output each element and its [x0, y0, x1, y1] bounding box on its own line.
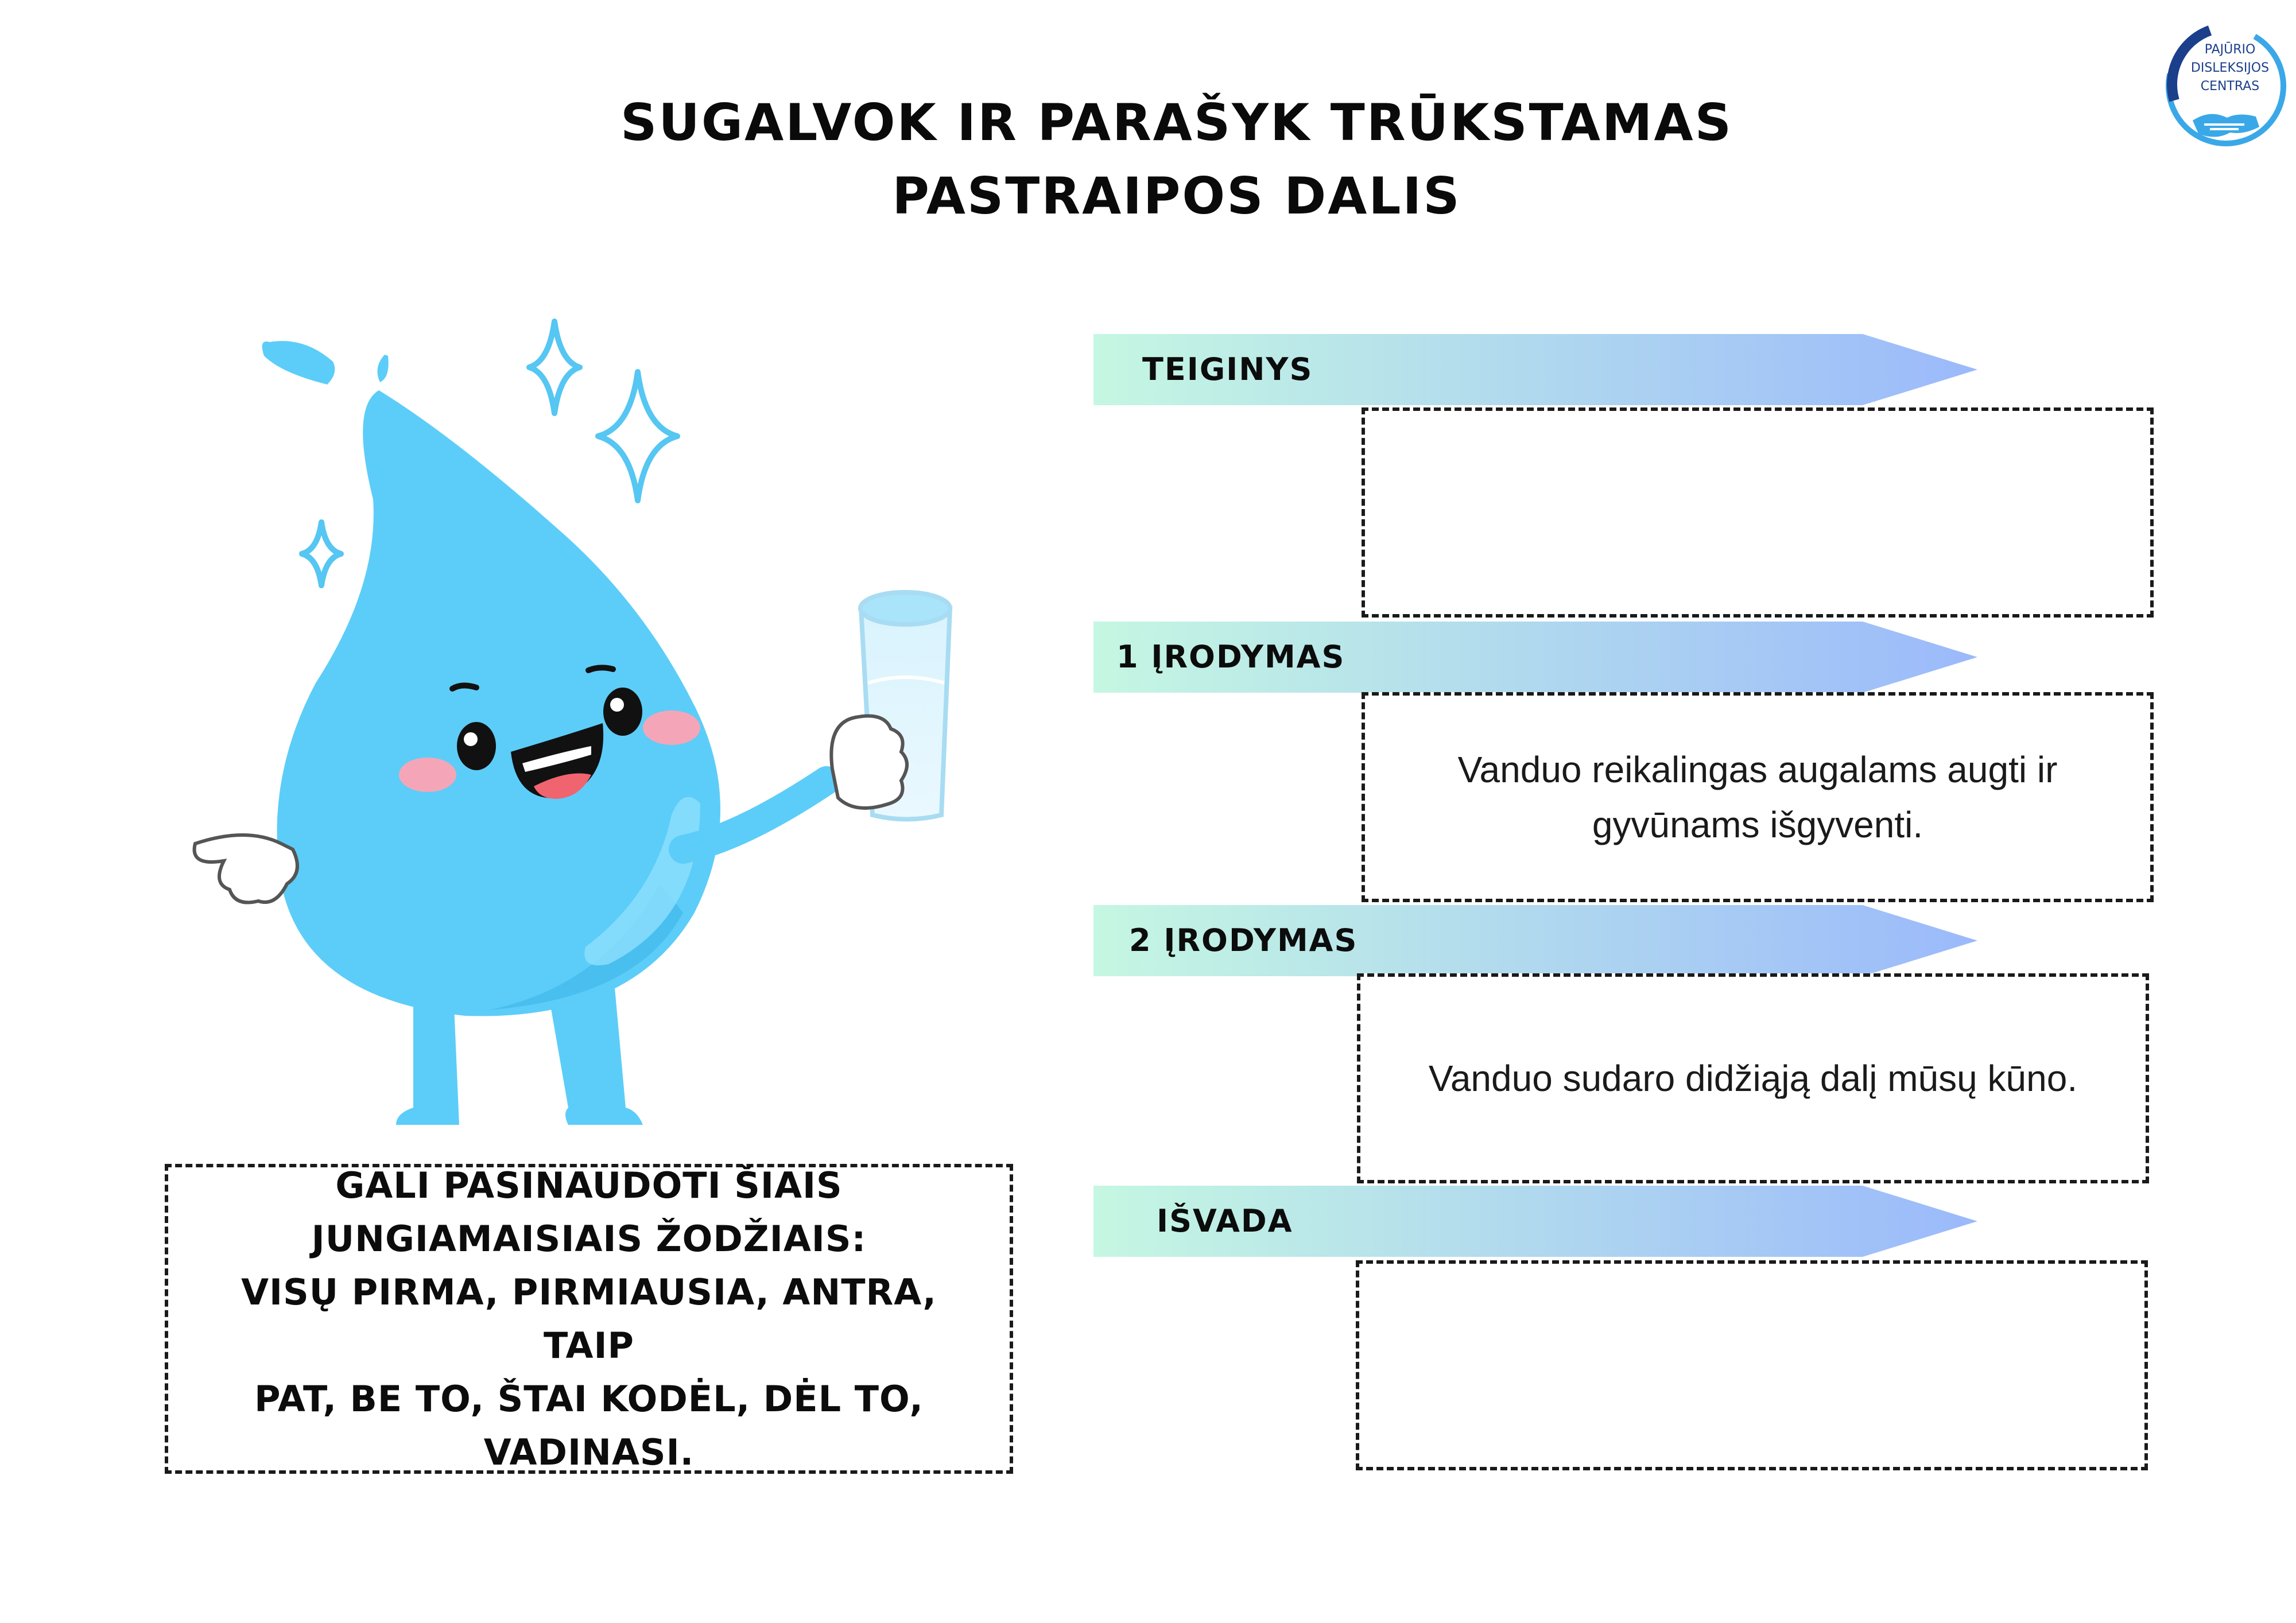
arrow-2-irodymas: [1093, 905, 1977, 976]
logo-line-2: DISLEKSIJOS: [2190, 61, 2270, 75]
section-label-teiginys: TEIGINYS: [1142, 351, 1313, 387]
answer-box-teiginys[interactable]: [1362, 407, 2154, 618]
connectors-line-3: VISŲ PIRMA, PIRMIAUSIA, ANTRA, TAIP: [241, 1271, 937, 1366]
section-label-2-irodymas: 2 ĮRODYMAS: [1129, 922, 1358, 958]
section-label-isvada: IŠVADA: [1157, 1203, 1293, 1239]
answer-text-1-line-1: Vanduo reikalingas augalams augti ir: [1457, 749, 2058, 790]
section-label-1-irodymas: 1 ĮRODYMAS: [1116, 639, 1345, 675]
arrow-1-irodymas: [1093, 622, 1977, 693]
splash-icon: [262, 341, 389, 385]
connecting-words-box: [165, 1164, 1013, 1474]
answer-text-1-irodymas: [1435, 742, 2081, 852]
connectors-line-2: JUNGIAMAISIAIS ŽODŽIAIS:: [311, 1218, 867, 1260]
answer-box-isvada[interactable]: [1356, 1260, 2148, 1470]
arrow-teiginys: [1093, 334, 1977, 405]
answer-box-2-irodymas[interactable]: [1357, 973, 2149, 1183]
answer-text-1-line-2: gyvūnams išgyventi.: [1592, 804, 1923, 845]
logo-line-3: CENTRAS: [2200, 79, 2260, 94]
answer-box-1-irodymas[interactable]: [1362, 692, 2154, 902]
connectors-line-4: PAT, BE TO, ŠTAI KODĖL, DĖL TO,: [254, 1378, 924, 1420]
handshake-icon: [2193, 114, 2259, 137]
logo: [2158, 14, 2290, 158]
title-line-1: SUGALVOK IR PARAŠYK TRŪKSTAMAS: [620, 93, 1733, 152]
arrow-isvada: [1093, 1186, 1977, 1257]
connectors-line-5: VADINASI.: [483, 1431, 695, 1473]
page-title: [517, 86, 1837, 233]
title-line-2: PASTRAIPOS DALIS: [892, 166, 1461, 226]
answer-text-2-irodymas: Vanduo sudaro didžiąją dalį mūsų kūno.: [1428, 1058, 2078, 1099]
connectors-line-1: GALI PASINAUDOTI ŠIAIS: [335, 1164, 843, 1206]
logo-line-1: PAJŪRIO: [2204, 42, 2256, 57]
water-drop-mascot: [166, 310, 1016, 1142]
